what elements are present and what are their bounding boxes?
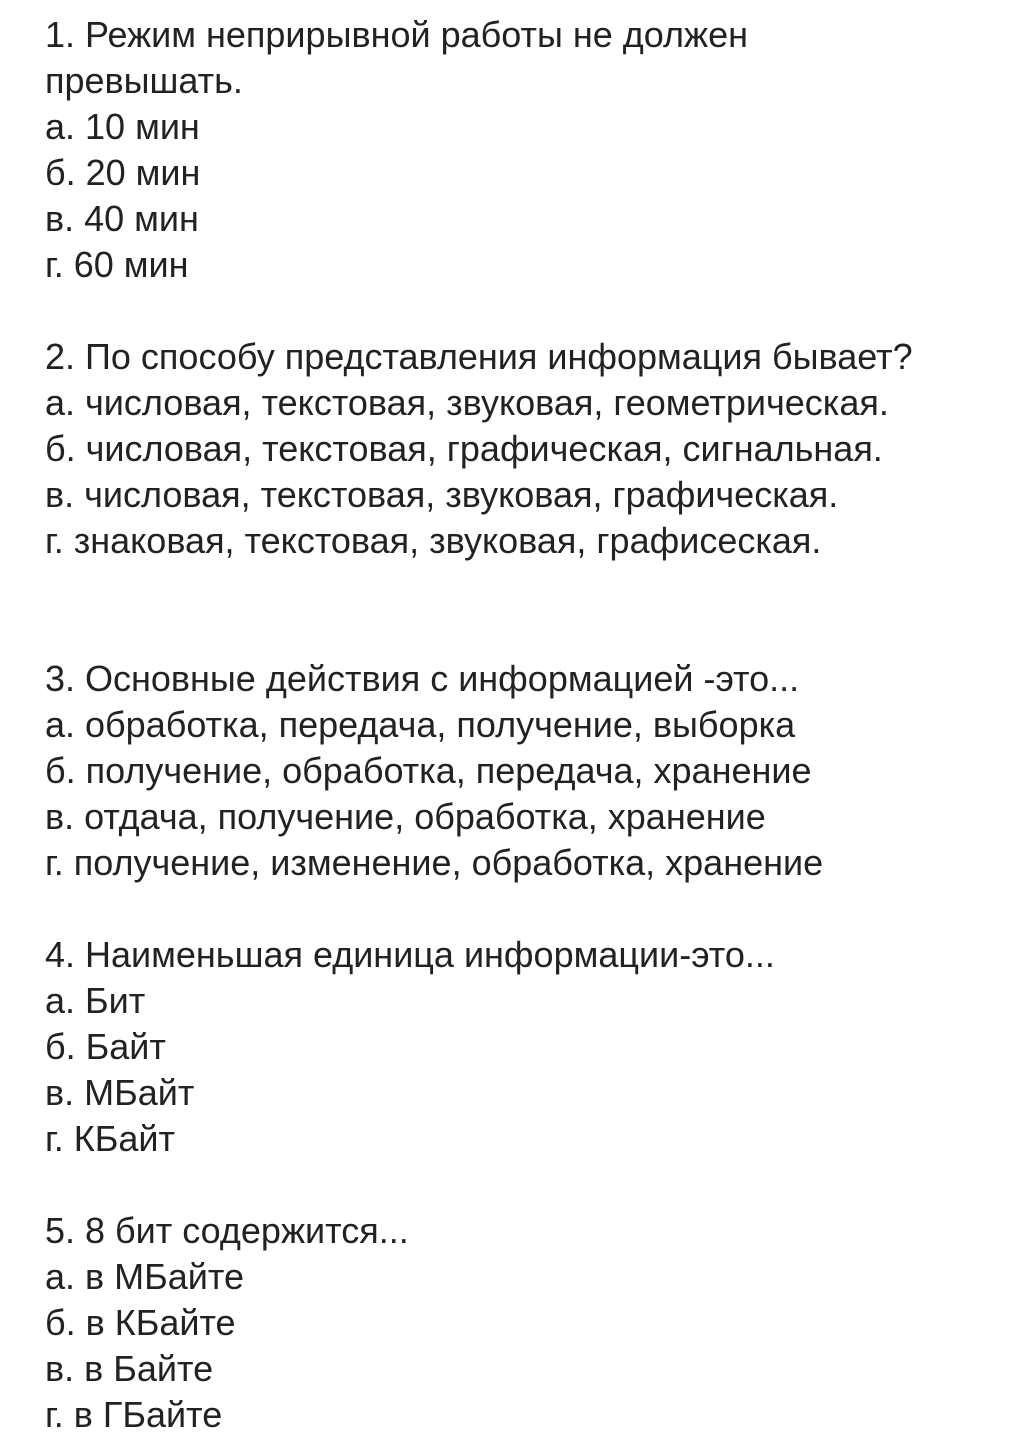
question-4-option-a: а. Бит [45, 980, 146, 1021]
question-1-option-b: б. 20 мин [45, 152, 201, 193]
question-4-option-b: б. Байт [45, 1026, 166, 1067]
question-3-option-a: а. обработка, передача, получение, выборка [45, 704, 796, 745]
question-2-option-b: б. числовая, текстовая, графическая, сигнальная. [45, 428, 883, 469]
question-5-text: 5. 8 бит содержится... [45, 1210, 409, 1251]
question-4 [45, 932, 1005, 1162]
question-4-text: 4. Наименьшая единица информации-это... [45, 934, 775, 975]
question-3-option-g: г. получение, изменение, обработка, хранение [45, 842, 824, 883]
question-1-option-v: в. 40 мин [45, 198, 199, 239]
question-5 [45, 1208, 1005, 1438]
question-2-option-g: г. знаковая, текстовая, звуковая, графисеская. [45, 520, 822, 561]
question-3 [45, 656, 1005, 886]
question-1-option-a: а. 10 мин [45, 106, 200, 147]
question-5-option-b: б. в КБайте [45, 1302, 236, 1343]
question-2-option-v: в. числовая, текстовая, звуковая, графическая. [45, 474, 839, 515]
question-3-option-b: б. получение, обработка, передача, хранение [45, 750, 812, 791]
question-5-option-g: г. в ГБайте [45, 1394, 223, 1435]
question-3-text: 3. Основные действия с информацией -это... [45, 658, 800, 699]
question-1-option-g: г. 60 мин [45, 244, 189, 285]
question-1-text-line-1: 1. Режим неприрывной работы не должен [45, 14, 748, 55]
question-4-option-g: г. КБайт [45, 1118, 175, 1159]
question-2 [45, 334, 1005, 564]
question-2-option-a: а. числовая, текстовая, звуковая, геометрическая. [45, 382, 889, 423]
question-4-option-v: в. МБайт [45, 1072, 195, 1113]
question-5-option-a: а. в МБайте [45, 1256, 245, 1297]
question-1-text-line-2: превышать. [45, 60, 243, 101]
question-2-text: 2. По способу представления информация бывает? [45, 336, 913, 377]
question-1 [45, 12, 1005, 288]
question-3-option-v: в. отдача, получение, обработка, хранение [45, 796, 766, 837]
question-5-option-v: в. в Байте [45, 1348, 214, 1389]
